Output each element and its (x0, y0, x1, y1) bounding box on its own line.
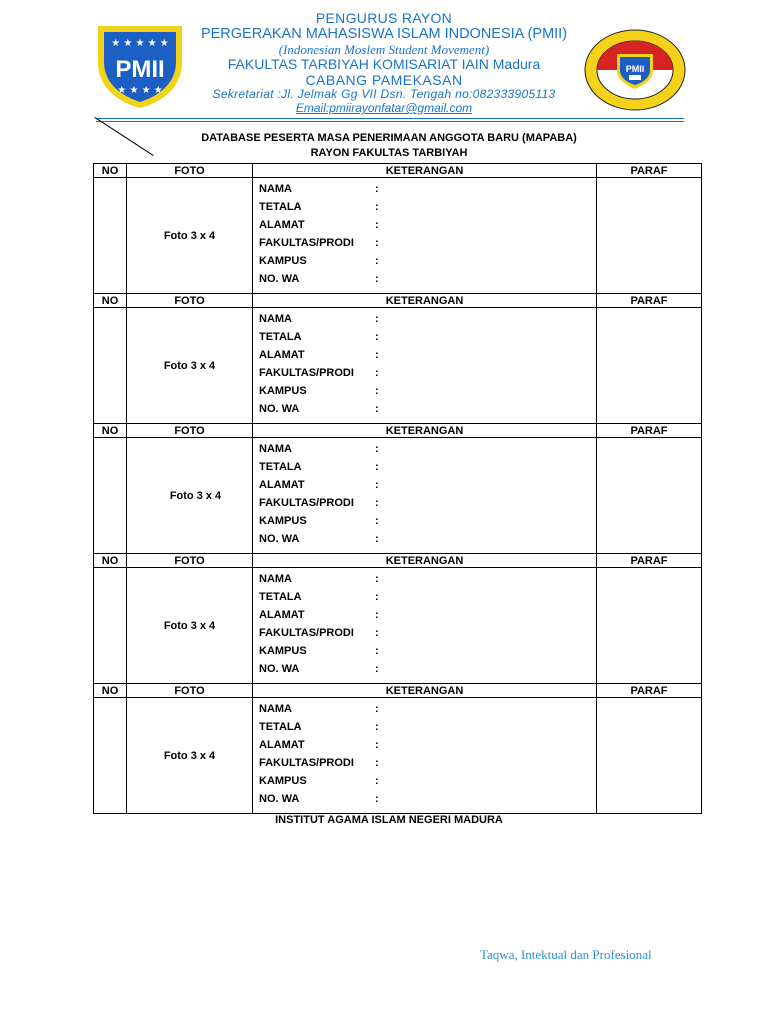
table-header-row (94, 164, 702, 178)
org-name: PERGERAKAN MAHASISWA ISLAM INDONESIA (PMII) (200, 26, 568, 42)
detail-field[interactable] (259, 458, 596, 476)
field-colon: : (375, 273, 379, 285)
col-header-paraf: PARAF (597, 294, 702, 308)
field-label: FAKULTAS/PRODI (259, 627, 354, 639)
org-level: PENGURUS RAYON (315, 10, 453, 26)
svg-text:★ ★ ★ ★ ★: ★ ★ ★ ★ ★ (111, 38, 169, 49)
email-link[interactable]: Email:pmiirayonfatar@gmail.com (295, 101, 473, 115)
field-colon: : (375, 313, 379, 325)
field-colon: : (375, 461, 379, 473)
col-header-keterangan: KETERANGAN (253, 424, 597, 438)
detail-field[interactable] (259, 588, 596, 606)
org-english-name: (Indonesian Moslem Student Movement) (278, 42, 490, 57)
detail-field[interactable] (259, 700, 596, 718)
detail-field[interactable] (259, 624, 596, 642)
entry-number-cell[interactable] (94, 308, 127, 424)
field-label: ALAMAT (259, 349, 305, 361)
header-divider-top (96, 118, 684, 119)
detail-field[interactable] (259, 364, 596, 382)
photo-size-label: Foto 3 x 4 (163, 749, 216, 762)
photo-placeholder[interactable] (127, 438, 253, 554)
field-colon: : (375, 201, 379, 213)
field-label: NAMA (259, 313, 292, 325)
field-label: TETALA (259, 721, 302, 733)
field-label: KAMPUS (259, 255, 307, 267)
participant-details (253, 308, 597, 424)
logo-right-text: PMII (625, 64, 645, 74)
photo-size-label: Foto 3 x 4 (169, 489, 222, 502)
photo-size-label: Foto 3 x 4 (163, 619, 216, 632)
table-header-row (94, 684, 702, 698)
header-divider-bottom (96, 121, 684, 122)
field-label: FAKULTAS/PRODI (259, 757, 354, 769)
detail-field[interactable] (259, 718, 596, 736)
field-colon: : (375, 515, 379, 527)
col-header-no: NO (94, 684, 127, 698)
field-colon: : (375, 591, 379, 603)
logo-left-text: PMII (115, 56, 165, 83)
col-header-paraf: PARAF (597, 554, 702, 568)
detail-field[interactable] (259, 476, 596, 494)
participant-details (253, 438, 597, 554)
participant-table (93, 163, 702, 814)
detail-field[interactable] (259, 252, 596, 270)
detail-field[interactable] (259, 270, 596, 288)
signature-cell[interactable] (597, 568, 702, 684)
field-colon: : (375, 255, 379, 267)
field-label: ALAMAT (259, 479, 305, 491)
photo-placeholder[interactable] (127, 308, 253, 424)
svg-text:★ ★ ★ ★: ★ ★ ★ ★ (117, 85, 163, 96)
signature-cell[interactable] (597, 438, 702, 554)
participant-entry-row (94, 438, 702, 554)
photo-size-label: Foto 3 x 4 (163, 359, 216, 372)
field-label: NO. WA (259, 533, 300, 545)
col-header-keterangan: KETERANGAN (253, 294, 597, 308)
col-header-foto: FOTO (127, 294, 253, 308)
field-colon: : (375, 775, 379, 787)
secretariat-address: Sekretariat :Jl. Jelmak Gg VII Dsn. Tengah no:082333905113 (212, 87, 556, 101)
field-colon: : (375, 497, 379, 509)
field-label: FAKULTAS/PRODI (259, 497, 354, 509)
detail-field[interactable] (259, 606, 596, 624)
detail-field[interactable] (259, 772, 596, 790)
field-colon: : (375, 739, 379, 751)
field-label: NAMA (259, 573, 292, 585)
signature-cell[interactable] (597, 698, 702, 814)
field-label: KAMPUS (259, 775, 307, 787)
signature-cell[interactable] (597, 308, 702, 424)
photo-placeholder[interactable] (127, 568, 253, 684)
detail-field[interactable] (259, 180, 596, 198)
detail-field[interactable] (259, 642, 596, 660)
field-label: NAMA (259, 183, 292, 195)
branch-line: CABANG PAMEKASAN (305, 72, 463, 88)
table-header-row (94, 294, 702, 308)
institution-name: INSTITUT AGAMA ISLAM NEGERI MADURA (275, 814, 503, 826)
detail-field[interactable] (259, 512, 596, 530)
participant-entry-row (94, 568, 702, 684)
field-label: NAMA (259, 703, 292, 715)
col-header-no: NO (94, 424, 127, 438)
field-label: KAMPUS (259, 515, 307, 527)
field-label: ALAMAT (259, 739, 305, 751)
table-header-row (94, 554, 702, 568)
field-label: TETALA (259, 331, 302, 343)
participant-details (253, 568, 597, 684)
field-colon: : (375, 403, 379, 415)
field-colon: : (375, 367, 379, 379)
field-colon: : (375, 349, 379, 361)
detail-field[interactable] (259, 400, 596, 418)
photo-placeholder[interactable] (127, 178, 253, 294)
field-colon: : (375, 793, 379, 805)
detail-field[interactable] (259, 736, 596, 754)
entry-number-cell[interactable] (94, 568, 127, 684)
field-colon: : (375, 703, 379, 715)
field-label: FAKULTAS/PRODI (259, 237, 354, 249)
field-colon: : (375, 645, 379, 657)
col-header-no: NO (94, 554, 127, 568)
field-colon: : (375, 385, 379, 397)
field-label: NO. WA (259, 793, 300, 805)
detail-field[interactable] (259, 790, 596, 808)
field-colon: : (375, 533, 379, 545)
detail-field[interactable] (259, 382, 596, 400)
field-colon: : (375, 627, 379, 639)
detail-field[interactable] (259, 198, 596, 216)
detail-field[interactable] (259, 570, 596, 588)
col-header-foto: FOTO (127, 424, 253, 438)
participant-entry-row (94, 308, 702, 424)
photo-size-label: Foto 3 x 4 (163, 229, 216, 242)
col-header-paraf: PARAF (597, 684, 702, 698)
field-label: NO. WA (259, 663, 300, 675)
detail-field[interactable] (259, 216, 596, 234)
participant-entry-row (94, 178, 702, 294)
field-colon: : (375, 609, 379, 621)
detail-field[interactable] (259, 754, 596, 772)
col-header-no: NO (94, 294, 127, 308)
field-label: TETALA (259, 461, 302, 473)
field-label: TETALA (259, 591, 302, 603)
field-label: ALAMAT (259, 219, 305, 231)
field-colon: : (375, 237, 379, 249)
faculty-line: FAKULTAS TARBIYAH KOMISARIAT IAIN Madura (227, 56, 541, 72)
document-subtitle: RAYON FAKULTAS TARBIYAH (310, 147, 468, 159)
field-colon: : (375, 573, 379, 585)
field-label: NO. WA (259, 403, 300, 415)
field-label: NAMA (259, 443, 292, 455)
col-header-keterangan: KETERANGAN (253, 684, 597, 698)
table-header-row (94, 424, 702, 438)
entry-number-cell[interactable] (94, 698, 127, 814)
field-label: NO. WA (259, 273, 300, 285)
field-label: FAKULTAS/PRODI (259, 367, 354, 379)
detail-field[interactable] (259, 660, 596, 678)
motto: Taqwa, Intektual dan Profesional (480, 947, 652, 962)
document-title: DATABASE PESERTA MASA PENERIMAAN ANGGOTA BARU (MAPABA) (201, 132, 577, 144)
entry-number-cell[interactable] (94, 178, 127, 294)
detail-field[interactable] (259, 530, 596, 548)
field-label: KAMPUS (259, 385, 307, 397)
col-header-paraf: PARAF (597, 424, 702, 438)
field-colon: : (375, 331, 379, 343)
col-header-keterangan: KETERANGAN (253, 164, 597, 178)
detail-field[interactable] (259, 346, 596, 364)
participant-details (253, 698, 597, 814)
col-header-foto: FOTO (127, 554, 253, 568)
field-label: ALAMAT (259, 609, 305, 621)
field-colon: : (375, 757, 379, 769)
col-header-foto: FOTO (127, 684, 253, 698)
detail-field[interactable] (259, 440, 596, 458)
signature-cell[interactable] (597, 178, 702, 294)
field-colon: : (375, 183, 379, 195)
detail-field[interactable] (259, 494, 596, 512)
entry-number-cell[interactable] (94, 438, 127, 554)
col-header-foto: FOTO (127, 164, 253, 178)
participant-entry-row (94, 698, 702, 814)
field-colon: : (375, 721, 379, 733)
field-colon: : (375, 443, 379, 455)
field-colon: : (375, 663, 379, 675)
col-header-keterangan: KETERANGAN (253, 554, 597, 568)
participant-details (253, 178, 597, 294)
field-label: KAMPUS (259, 645, 307, 657)
detail-field[interactable] (259, 310, 596, 328)
photo-placeholder[interactable] (127, 698, 253, 814)
col-header-no: NO (94, 164, 127, 178)
field-colon: : (375, 479, 379, 491)
field-colon: : (375, 219, 379, 231)
detail-field[interactable] (259, 328, 596, 346)
detail-field[interactable] (259, 234, 596, 252)
field-label: TETALA (259, 201, 302, 213)
col-header-paraf: PARAF (597, 164, 702, 178)
